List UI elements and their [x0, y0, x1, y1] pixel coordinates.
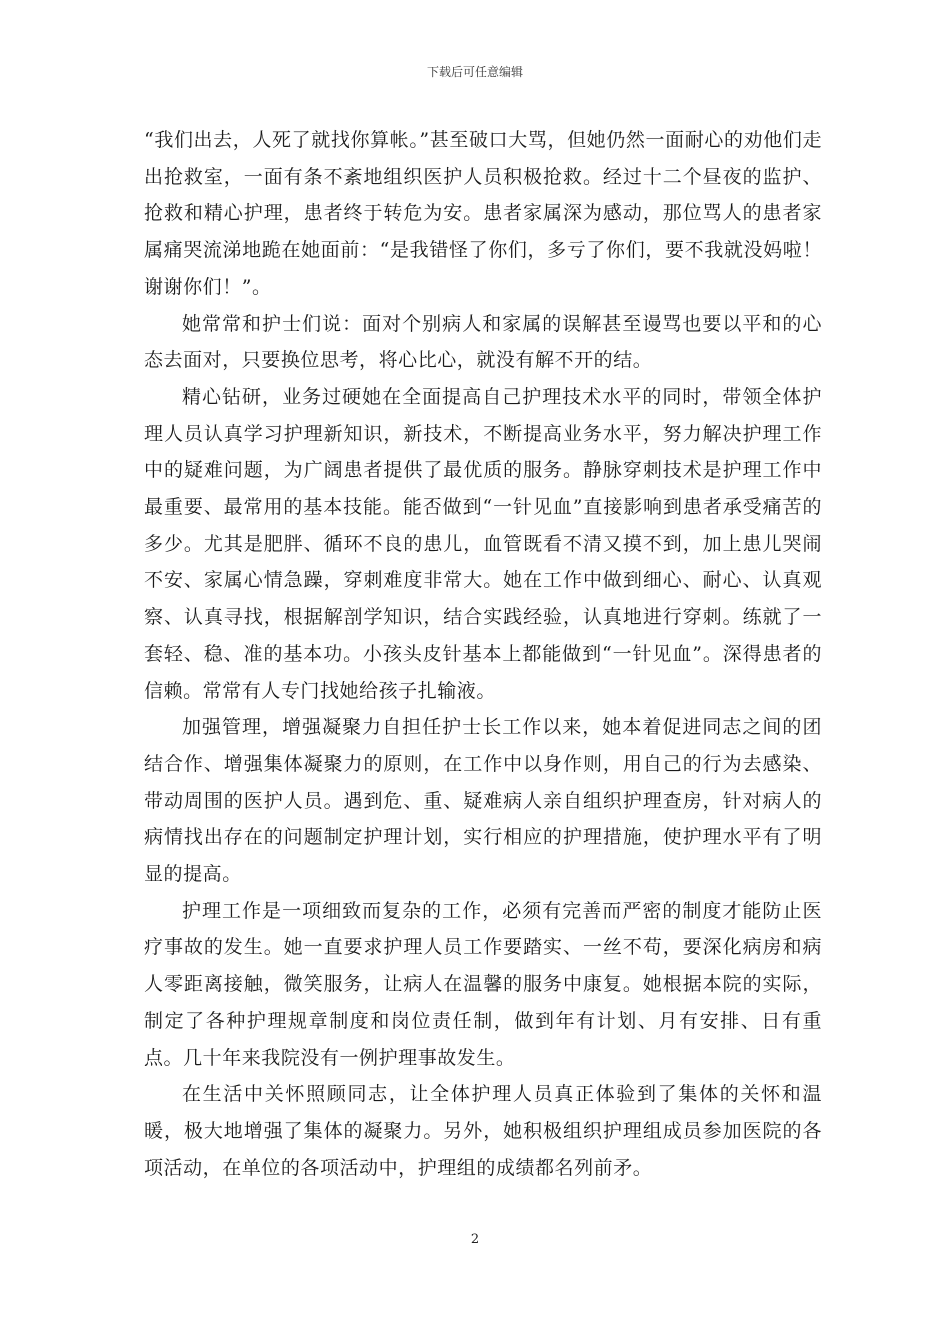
- paragraph: 加强管理，增强凝聚力自担任护士长工作以来，她本着促进同志之间的团结合作、增强集体凝聚力的原则，在工作中以身作则，用自己的行为去感染、带动周围的医护人员。遇到危、重、疑难病人亲自组织护理查房，针对病人的病情找出存在的问题制定护理计划，实行相应的护理措施，使护理水平有了明显的提高。: [144, 716, 822, 886]
- paragraph: 护理工作是一项细致而复杂的工作，必须有完善而严密的制度才能防止医疗事故的发生。她一直要求护理人员工作要踏实、一丝不苟，要深化病房和病人零距离接触，微笑服务，让病人在温馨的服务中康复。她根据本院的实际，制定了各种护理规章制度和岗位责任制，做到年有计划、月有安排、日有重点。几十年来我院没有一例护理事故发生。: [144, 899, 822, 1069]
- page-header: 下载后可任意编辑: [426, 65, 523, 79]
- paragraph: 在生活中关怀照顾同志，让全体护理人员真正体验到了集体的关怀和温暖，极大地增强了集体的凝聚力。另外，她积极组织护理组成员参加医院的各项活动，在单位的各项活动中，护理组的成绩都名列前矛。: [144, 1083, 822, 1179]
- document-body: [144, 122, 822, 1186]
- paragraph-continuation: “我们出去，人死了就找你算帐。”甚至破口大骂，但她仍然一面耐心的劝他们走出抢救室，一面有条不紊地组织医护人员积极抢救。经过十二个昼夜的监护、抢救和精心护理，患者终于转危为安。患者家属深为感动，那位骂人的患者家属痛哭流涕地跪在她面前：“是我错怪了你们，多亏了你们，要不我就没妈啦！谢谢你们！”。: [144, 129, 822, 298]
- page-number: 2: [470, 1232, 480, 1247]
- paragraph: 精心钻研，业务过硬她在全面提高自己护理技术水平的同时，带领全体护理人员认真学习护理新知识，新技术，不断提高业务水平，努力解决护理工作中的疑难问题，为广阔患者提供了最优质的服务。静脉穿刺技术是护理工作中最重要、最常用的基本技能。能否做到“一针见血”直接影响到患者承受痛苦的多少。尤其是肥胖、循环不良的患儿，血管既看不清又摸不到，加上患儿哭闹不安、家属心情急躁，穿刺难度非常大。她在工作中做到细心、耐心、认真观察、认真寻找，根据解剖学知识，结合实践经验，认真地进行穿刺。练就了一套轻、稳、准的基本功。小孩头皮针基本上都能做到“一针见血”。深得患者的信赖。常常有人专门找她给孩子扎输液。: [144, 385, 822, 702]
- paragraph: 她常常和护士们说：面对个别病人和家属的误解甚至谩骂也要以平和的心态去面对，只要换位思考，将心比心，就没有解不开的结。: [144, 312, 822, 372]
